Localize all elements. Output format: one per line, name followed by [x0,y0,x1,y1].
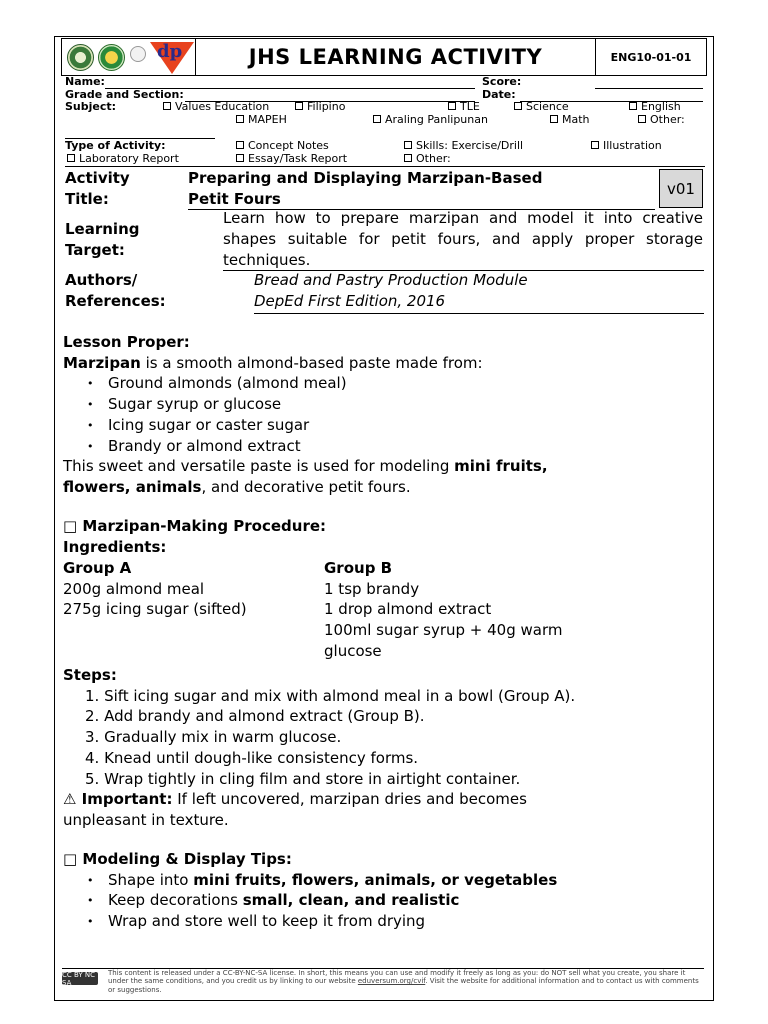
references [254,270,528,312]
subject-math[interactable]: Math [550,113,590,126]
list-item: • Ground almonds (almond meal) [63,373,708,394]
marzipan-bases-list [63,373,708,456]
checkbox-icon [236,141,244,149]
checkbox-icon [638,115,646,123]
tips-section [63,849,708,932]
cc-license-icon: CC BY NC SA [62,972,98,985]
checkbox-icon [67,154,75,162]
activity-title-label: Activity Title: [65,169,130,208]
checkbox-icon [629,102,637,110]
list-item: • Keep decorations small, clean, and realistic [63,890,708,911]
procedure-section [63,516,708,557]
lesson-intro: Marzipan is a smooth almond-based paste made from: [63,353,483,372]
name-label: Name: [65,75,105,88]
checkbox-icon [404,141,412,149]
group-a-label: Group A [63,559,132,577]
subject-values-education[interactable]: Values Education [163,100,269,113]
dp-logo-text: dp [157,41,183,62]
ingredient: 1 drop almond extract [324,600,492,619]
school-seal-logo-2 [98,44,125,71]
website-link[interactable]: eduversum.org/cvif [357,977,426,986]
grade-section-label: Grade and Section: [65,88,184,101]
score-label: Score: [482,75,522,88]
important-note: ⚠ Important: If left uncovered, marzipan dries and becomes [63,790,527,809]
footer [62,968,704,996]
ingredients-label: Ingredients: [63,537,167,556]
ingredient: 200g almond meal [63,579,205,598]
subject-tle[interactable]: TLE [448,100,480,113]
list-item: • Shape into mini fruits, flowers, animals, or vegetables [63,870,708,891]
references-underline [254,313,704,314]
subject-filipino[interactable]: Filipino [295,100,345,113]
ingredient: 1 tsp brandy [324,579,420,598]
list-item: 2. Add brandy and almond extract (Group B). [85,707,425,726]
steps-list [63,686,708,790]
type-laboratory-report[interactable]: Laboratory Report [67,152,179,165]
checkbox-icon [373,115,381,123]
list-item: • Wrap and store well to keep it from drying [63,911,708,932]
list-item: • Sugar syrup or glucose [63,394,708,415]
activity-code: ENG10-01-01 [596,38,707,76]
reference-2: DepEd First Edition, 2016 [254,292,446,310]
steps-label: Steps: [63,666,117,684]
lesson-use-line-2: flowers, animals, and decorative petit fours. [63,477,411,496]
authors-label: Authors/ References: [65,271,166,310]
checkbox-icon [448,102,456,110]
list-item: • Icing sugar or caster sugar [63,415,708,436]
checkbox-icon [163,102,171,110]
type-skills[interactable]: Skills: Exercise/Drill [404,139,523,152]
activity-type-label: Type of Activity: [65,139,166,152]
reference-1: Bread and Pastry Production Module [254,271,528,289]
checkbox-icon [236,115,244,123]
logo-area [61,38,196,76]
steps-section [63,665,708,831]
tips-list [63,870,708,932]
type-concept-notes[interactable]: Concept Notes [236,139,329,152]
group-a [63,558,247,620]
type-illustration[interactable]: Illustration [591,139,662,152]
checkbox-icon [236,154,244,162]
date-label: Date: [482,88,516,101]
checkbox-icon [550,115,558,123]
type-other[interactable]: Other: [404,152,451,165]
ingredient: glucose [324,641,382,660]
learning-target-label: Learning Target: [65,220,140,259]
ingredient: 100ml sugar syrup + 40g warm [324,621,563,640]
header [61,38,707,76]
lesson-heading: Lesson Proper: [63,333,190,351]
checkbox-icon [404,154,412,162]
subject-label: Subject: [65,100,117,113]
divider [65,166,705,167]
list-item: 1. Sift icing sugar and mix with almond meal in a bowl (Group A). [85,686,576,705]
checkbox-icon [514,102,522,110]
list-item: • Brandy or almond extract [63,436,708,457]
group-b [324,558,563,662]
lesson-proper [63,332,708,498]
group-b-label: Group B [324,559,393,577]
tips-heading: □ Modeling & Display Tips: [63,850,292,868]
list-item: 3. Gradually mix in warm glucose. [85,728,342,747]
score-field[interactable] [595,88,703,89]
list-item: 4. Knead until dough-like consistency forms. [85,748,419,767]
school-seal-logo [67,44,94,71]
subject-other[interactable]: Other: [638,113,685,126]
lesson-use-line-1: This sweet and versatile paste is used for modeling mini fruits, [63,457,548,476]
activity-title: Preparing and Displaying Marzipan-Based Petit Fours [188,169,543,208]
checkbox-icon [295,102,303,110]
important-note-line-2: unpleasant in texture. [63,810,229,829]
subject-araling-panlipunan[interactable]: Araling Panlipunan [373,113,488,126]
ingredient: 275g icing sugar (sifted) [63,600,247,619]
license-text: This content is released under a CC-BY-NC-SA license. In short, this means you can use and modify it freely as long as you: do NOT sell what you create, you share it under the same conditions, and you credit us by linking to our website eduversum.org/cvif. Visit the website for additional information and to contact us with comments or suggestions. [108,969,699,994]
cvif-logo [130,46,146,62]
subject-english[interactable]: English [629,100,681,113]
page-title: JHS LEARNING ACTIVITY [196,38,596,76]
version-badge: v01 [659,169,703,208]
checkbox-icon [591,141,599,149]
type-essay[interactable]: Essay/Task Report [236,152,347,165]
procedure-heading: □ Marzipan-Making Procedure: [63,517,327,535]
subject-science[interactable]: Science [514,100,569,113]
learning-target-text: Learn how to prepare marzipan and model it into creative shapes suitable for petit fours, and apply proper storage techniques. [223,209,703,269]
list-item: 5. Wrap tightly in cling film and store in airtight container. [85,769,521,788]
subject-mapeh[interactable]: MAPEH [236,113,287,126]
